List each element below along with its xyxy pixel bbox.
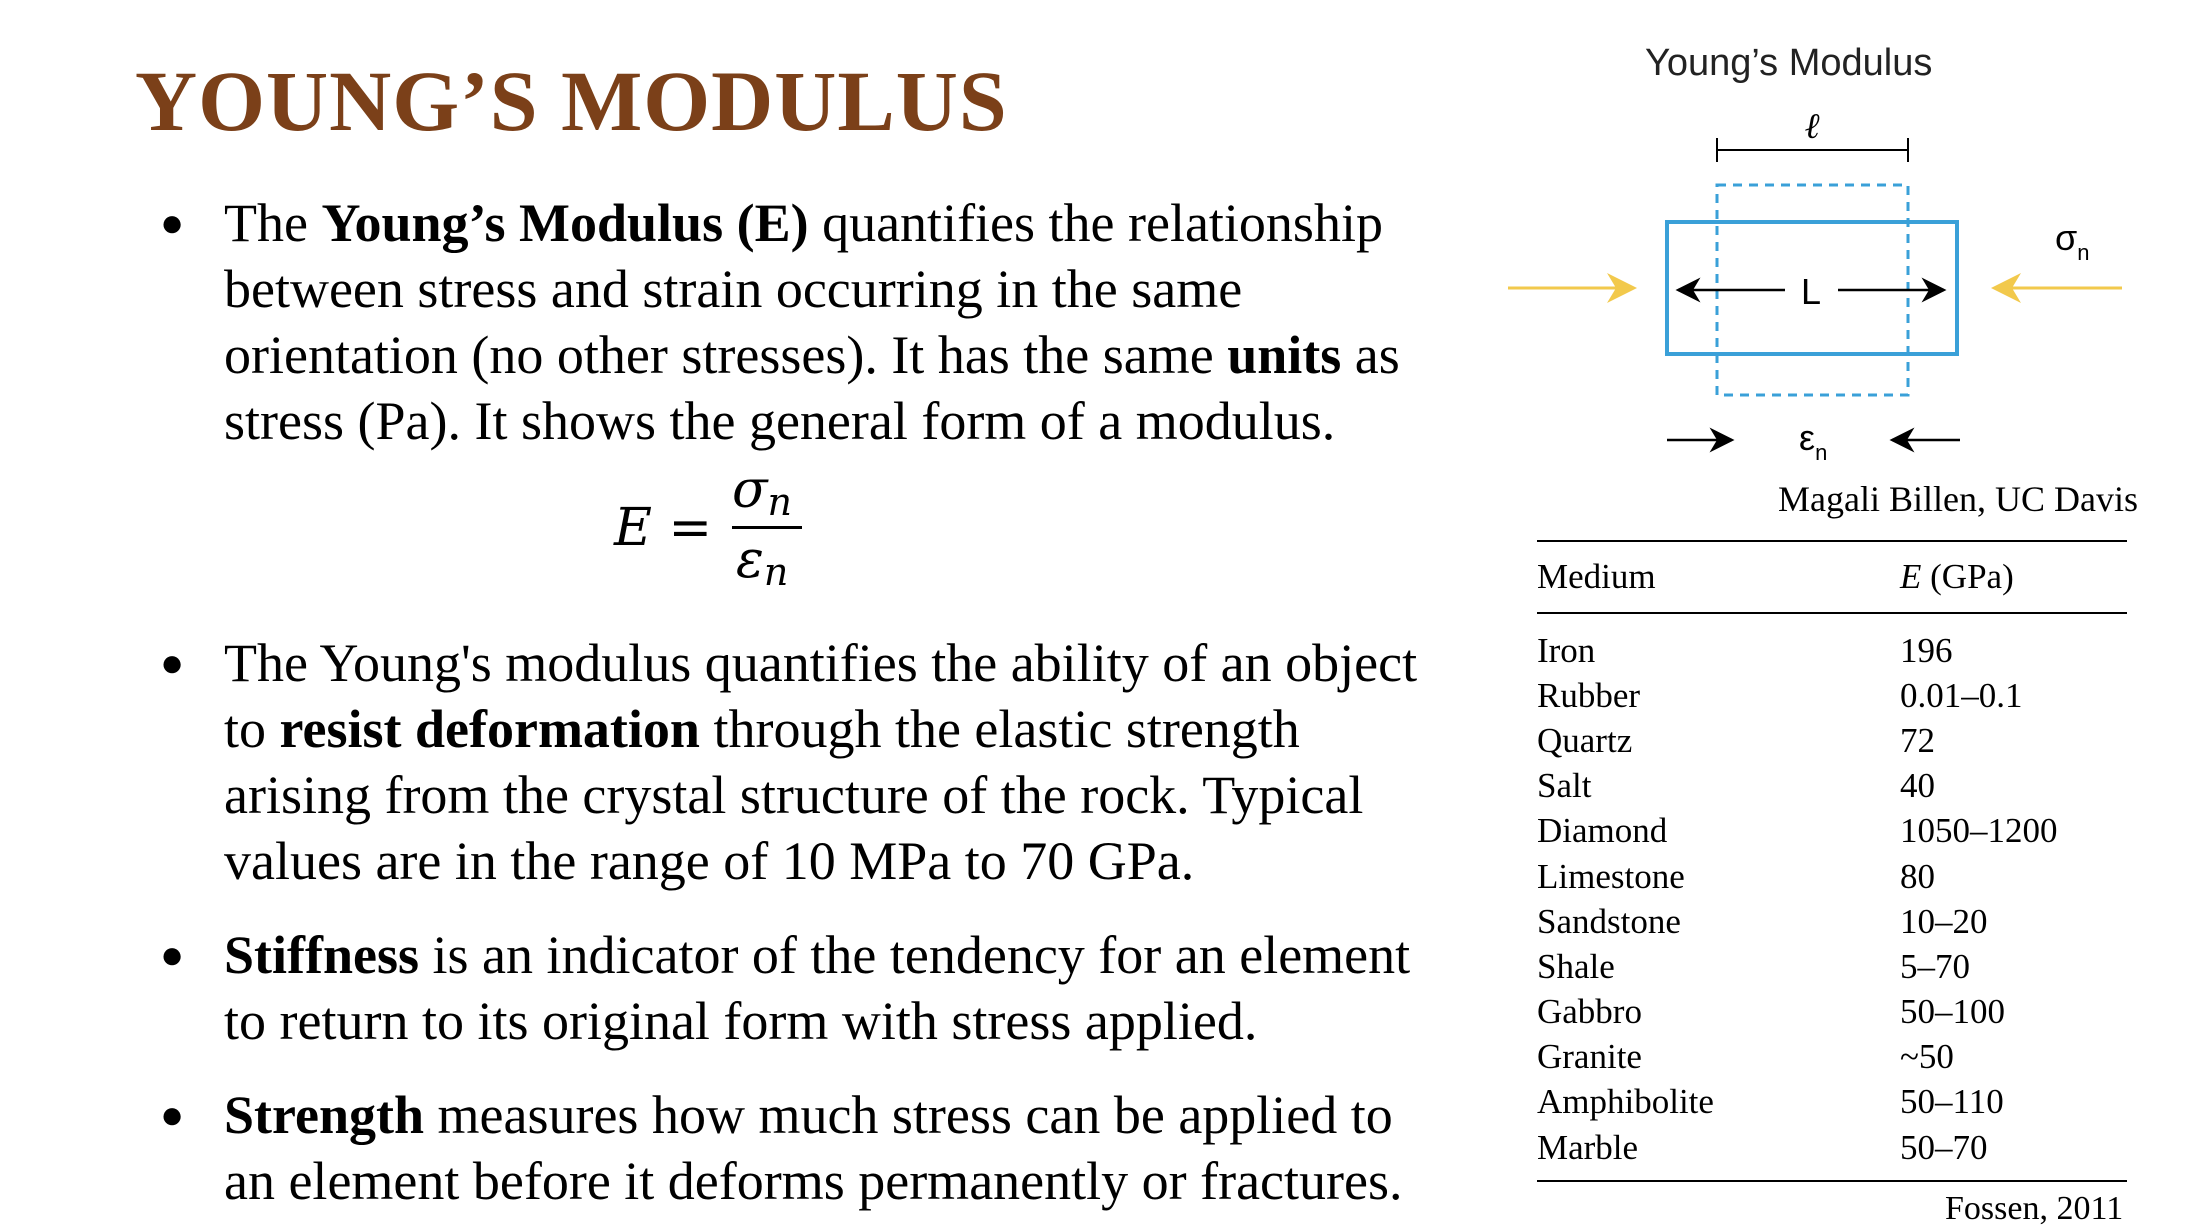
medium-cell: Quartz: [1537, 720, 1633, 760]
bullet-dot: ●: [160, 640, 185, 685]
diagram-credit: Magali Billen, UC Davis: [1778, 479, 2138, 519]
l-label: ℓ: [1804, 110, 1820, 147]
bold-term: units: [1227, 325, 1342, 385]
bold-term: Stiffness: [224, 925, 420, 985]
medium-cell: Diamond: [1537, 811, 1668, 851]
text: The: [224, 193, 322, 253]
e-value-cell: 196: [1900, 630, 1953, 670]
e-value-cell: 1050–1200: [1900, 811, 2058, 851]
bold-term: resist deformation: [279, 699, 700, 759]
table-row: [1537, 809, 2127, 854]
table-header: [1537, 542, 2127, 612]
slide-title: YOUNG’S MODULUS: [135, 53, 1008, 149]
text: measures how much stress can be applied to an element before it deforms permanently or fractures.: [224, 1085, 1403, 1211]
medium-cell: Iron: [1537, 630, 1596, 670]
text: quantifies the relationship between stress and strain occurring in the same orientation (no other stresses). It has the same: [224, 193, 1383, 385]
youngs-modulus-diagram: [1500, 110, 2140, 480]
bullet-resist-deformation: [150, 630, 1440, 894]
youngs-modulus-formula: [614, 460, 814, 600]
bullet-strength: [150, 1082, 1440, 1214]
table-row: [1537, 673, 2127, 718]
table-row: [1537, 1125, 2127, 1170]
medium-cell: Marble: [1537, 1127, 1639, 1167]
formula-numerator: [732, 460, 792, 524]
e-value-cell: 5–70: [1900, 946, 1970, 986]
text: as stress (Pa). It shows the general form of a modulus.: [224, 325, 1400, 451]
bold-term: Strength: [224, 1085, 425, 1145]
medium-cell: Sandstone: [1537, 901, 1681, 941]
diagram-title: Young’s Modulus: [1645, 42, 1933, 84]
medium-cell: Granite: [1537, 1037, 1642, 1077]
medium-cell: Shale: [1537, 946, 1615, 986]
medium-cell: Rubber: [1537, 675, 1641, 715]
youngs-modulus-table: [1537, 540, 2127, 1182]
spacer: [150, 894, 1440, 922]
epsilon-label: $\varepsilon_n$: [1799, 417, 1828, 465]
e-value-cell: 72: [1900, 720, 1935, 760]
table-row: [1537, 990, 2127, 1035]
e-value-cell: ~50: [1900, 1037, 1954, 1077]
bullet-dot: ●: [160, 932, 185, 977]
bullet-list: [150, 190, 1440, 1214]
text: is an indicator of the tendency for an element to return to its original form with stress applied.: [224, 925, 1411, 1051]
header-e-gpa: E (GPa): [1900, 557, 2014, 596]
table-source: Fossen, 2011: [1945, 1190, 2124, 1227]
table-row: [1537, 1035, 2127, 1080]
e-value-cell: 0.01–0.1: [1900, 675, 2023, 715]
header-medium: Medium: [1537, 557, 1656, 596]
e-value-cell: 50–110: [1900, 1082, 2004, 1122]
spacer: [150, 1054, 1440, 1082]
medium-cell: Gabbro: [1537, 992, 1642, 1032]
formula-lhs: E =: [614, 498, 713, 558]
header-e-value: E: [1900, 557, 1922, 596]
medium-cell: Amphibolite: [1537, 1082, 1714, 1122]
table-row: [1537, 899, 2127, 944]
epsilon-subscript: n: [763, 550, 789, 594]
e-value-cell: 80: [1900, 856, 1935, 896]
table-body: [1537, 614, 2127, 1180]
e-value-cell: 40: [1900, 766, 1935, 806]
L-label: L: [1800, 271, 1822, 312]
table-row: [1537, 628, 2127, 673]
sigma-label: $\sigma_n$: [2055, 217, 2090, 265]
table-bottom-rule: [1537, 1180, 2127, 1182]
medium-cell: Limestone: [1537, 856, 1685, 896]
medium-cell: Salt: [1537, 766, 1592, 806]
l-dimension: [1717, 110, 1908, 162]
e-value-cell: 50–100: [1900, 992, 2005, 1032]
sigma-subscript: n: [767, 480, 792, 524]
text: through the elastic strength arising from the crystal structure of the rock. Typical values are in the range of 10 MPa to 70 GPa.: [224, 699, 1364, 891]
fraction-bar: [732, 526, 802, 529]
e-value-cell: 10–20: [1900, 901, 1988, 941]
epsilon-symbol: ε: [736, 530, 764, 590]
table-row: [1537, 718, 2127, 763]
bold-term: Young’s Modulus (E): [321, 193, 809, 253]
formula-denominator: [736, 530, 788, 594]
bullet-stiffness: [150, 922, 1440, 1054]
sigma-symbol: σ: [732, 460, 768, 520]
bullet-dot: ●: [160, 200, 185, 245]
text: The Young's modulus quantifies the ability of an object to: [224, 633, 1418, 759]
strain-arrows: [1667, 417, 1960, 465]
table-row: [1537, 764, 2127, 809]
e-value-cell: 50–70: [1900, 1127, 1988, 1167]
table-row: [1537, 944, 2127, 989]
table-row: [1537, 854, 2127, 899]
table-row: [1537, 1080, 2127, 1125]
bullet-dot: ●: [160, 1092, 185, 1137]
bullet-youngs-modulus-definition: [150, 190, 1440, 454]
